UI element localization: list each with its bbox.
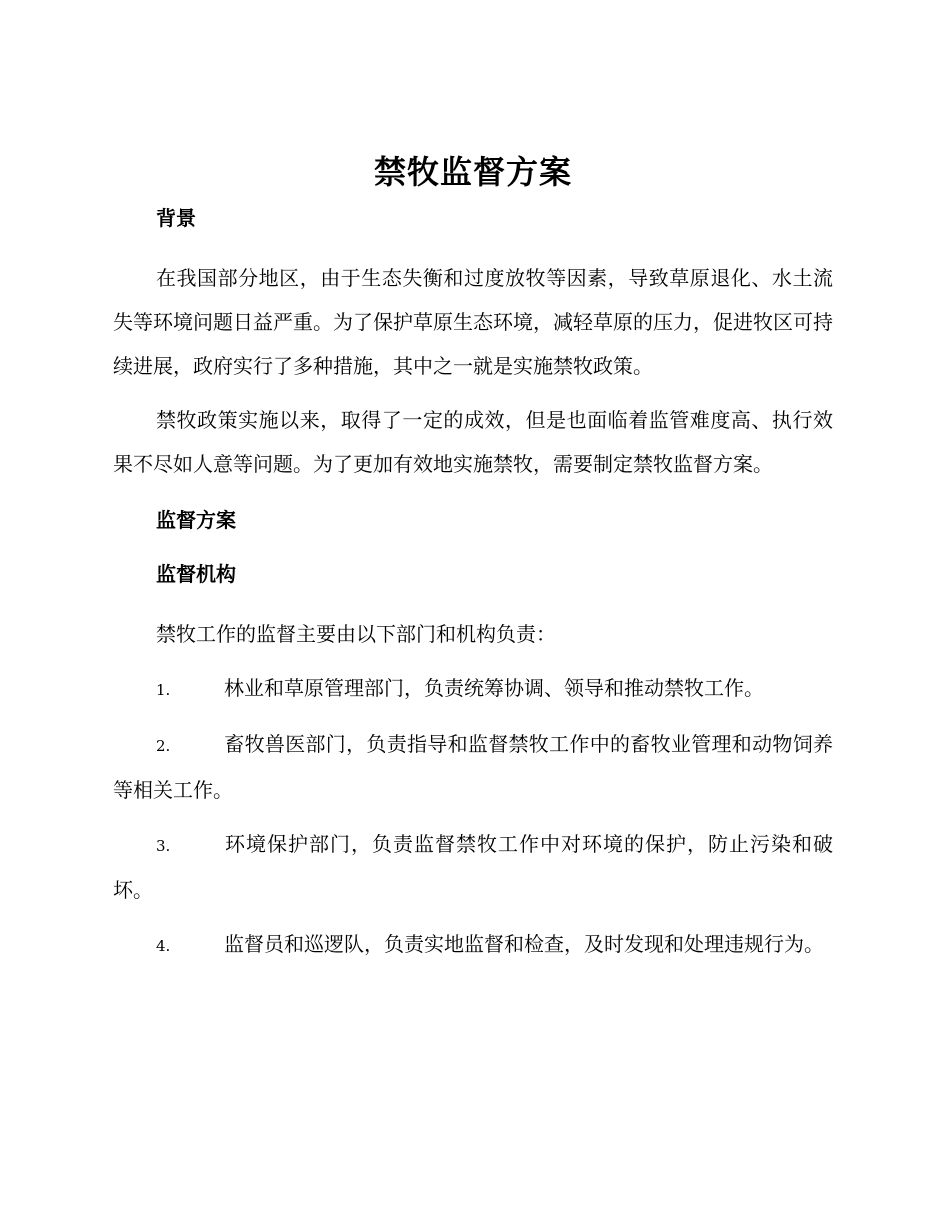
paragraph-agency-intro: 禁牧工作的监督主要由以下部门和机构负责： (156, 622, 556, 646)
section-heading-background: 背景 (156, 206, 196, 230)
list-item-text: 畜牧兽医部门，负责指导和监督禁牧工作中的畜牧业管理和动物饲养等相关工作。 (113, 732, 833, 802)
list-item-text: 环境保护部门，负责监督禁牧工作中对环境的保护，防止污染和破坏。 (113, 832, 833, 902)
list-item-number: 4. (156, 937, 171, 955)
document-title: 禁牧监督方案 (373, 153, 572, 191)
section-heading-plan: 监督方案 (156, 508, 236, 532)
paragraph-background-2: 禁牧政策实施以来，取得了一定的成效，但是也面临着监管难度高、执行效果不尽如人意等问题。为了更加有效地实施禁牧，需要制定禁牧监督方案。 (113, 408, 833, 476)
section-heading-agency: 监督机构 (156, 562, 236, 586)
list-item-number: 2. (156, 737, 171, 755)
list-item-text: 林业和草原管理部门，负责统筹协调、领导和推动禁牧工作。 (224, 676, 764, 700)
paragraph-background-1: 在我国部分地区，由于生态失衡和过度放牧等因素，导致草原退化、水土流失等环境问题日益严重。为了保护草原生态环境，减轻草原的压力，促进牧区可持续进展，政府实行了多种措施，其中之一就是实施禁牧政策。 (113, 266, 833, 378)
list-item-text: 监督员和巡逻队，负责实地监督和检查，及时发现和处理违规行为。 (224, 932, 824, 956)
list-item (113, 922, 833, 968)
list-item-number: 3. (156, 837, 171, 855)
list-item (113, 722, 833, 812)
list-item (113, 666, 833, 712)
list-item-number: 1. (156, 681, 171, 699)
list-item (113, 822, 833, 912)
document-body (113, 150, 833, 978)
